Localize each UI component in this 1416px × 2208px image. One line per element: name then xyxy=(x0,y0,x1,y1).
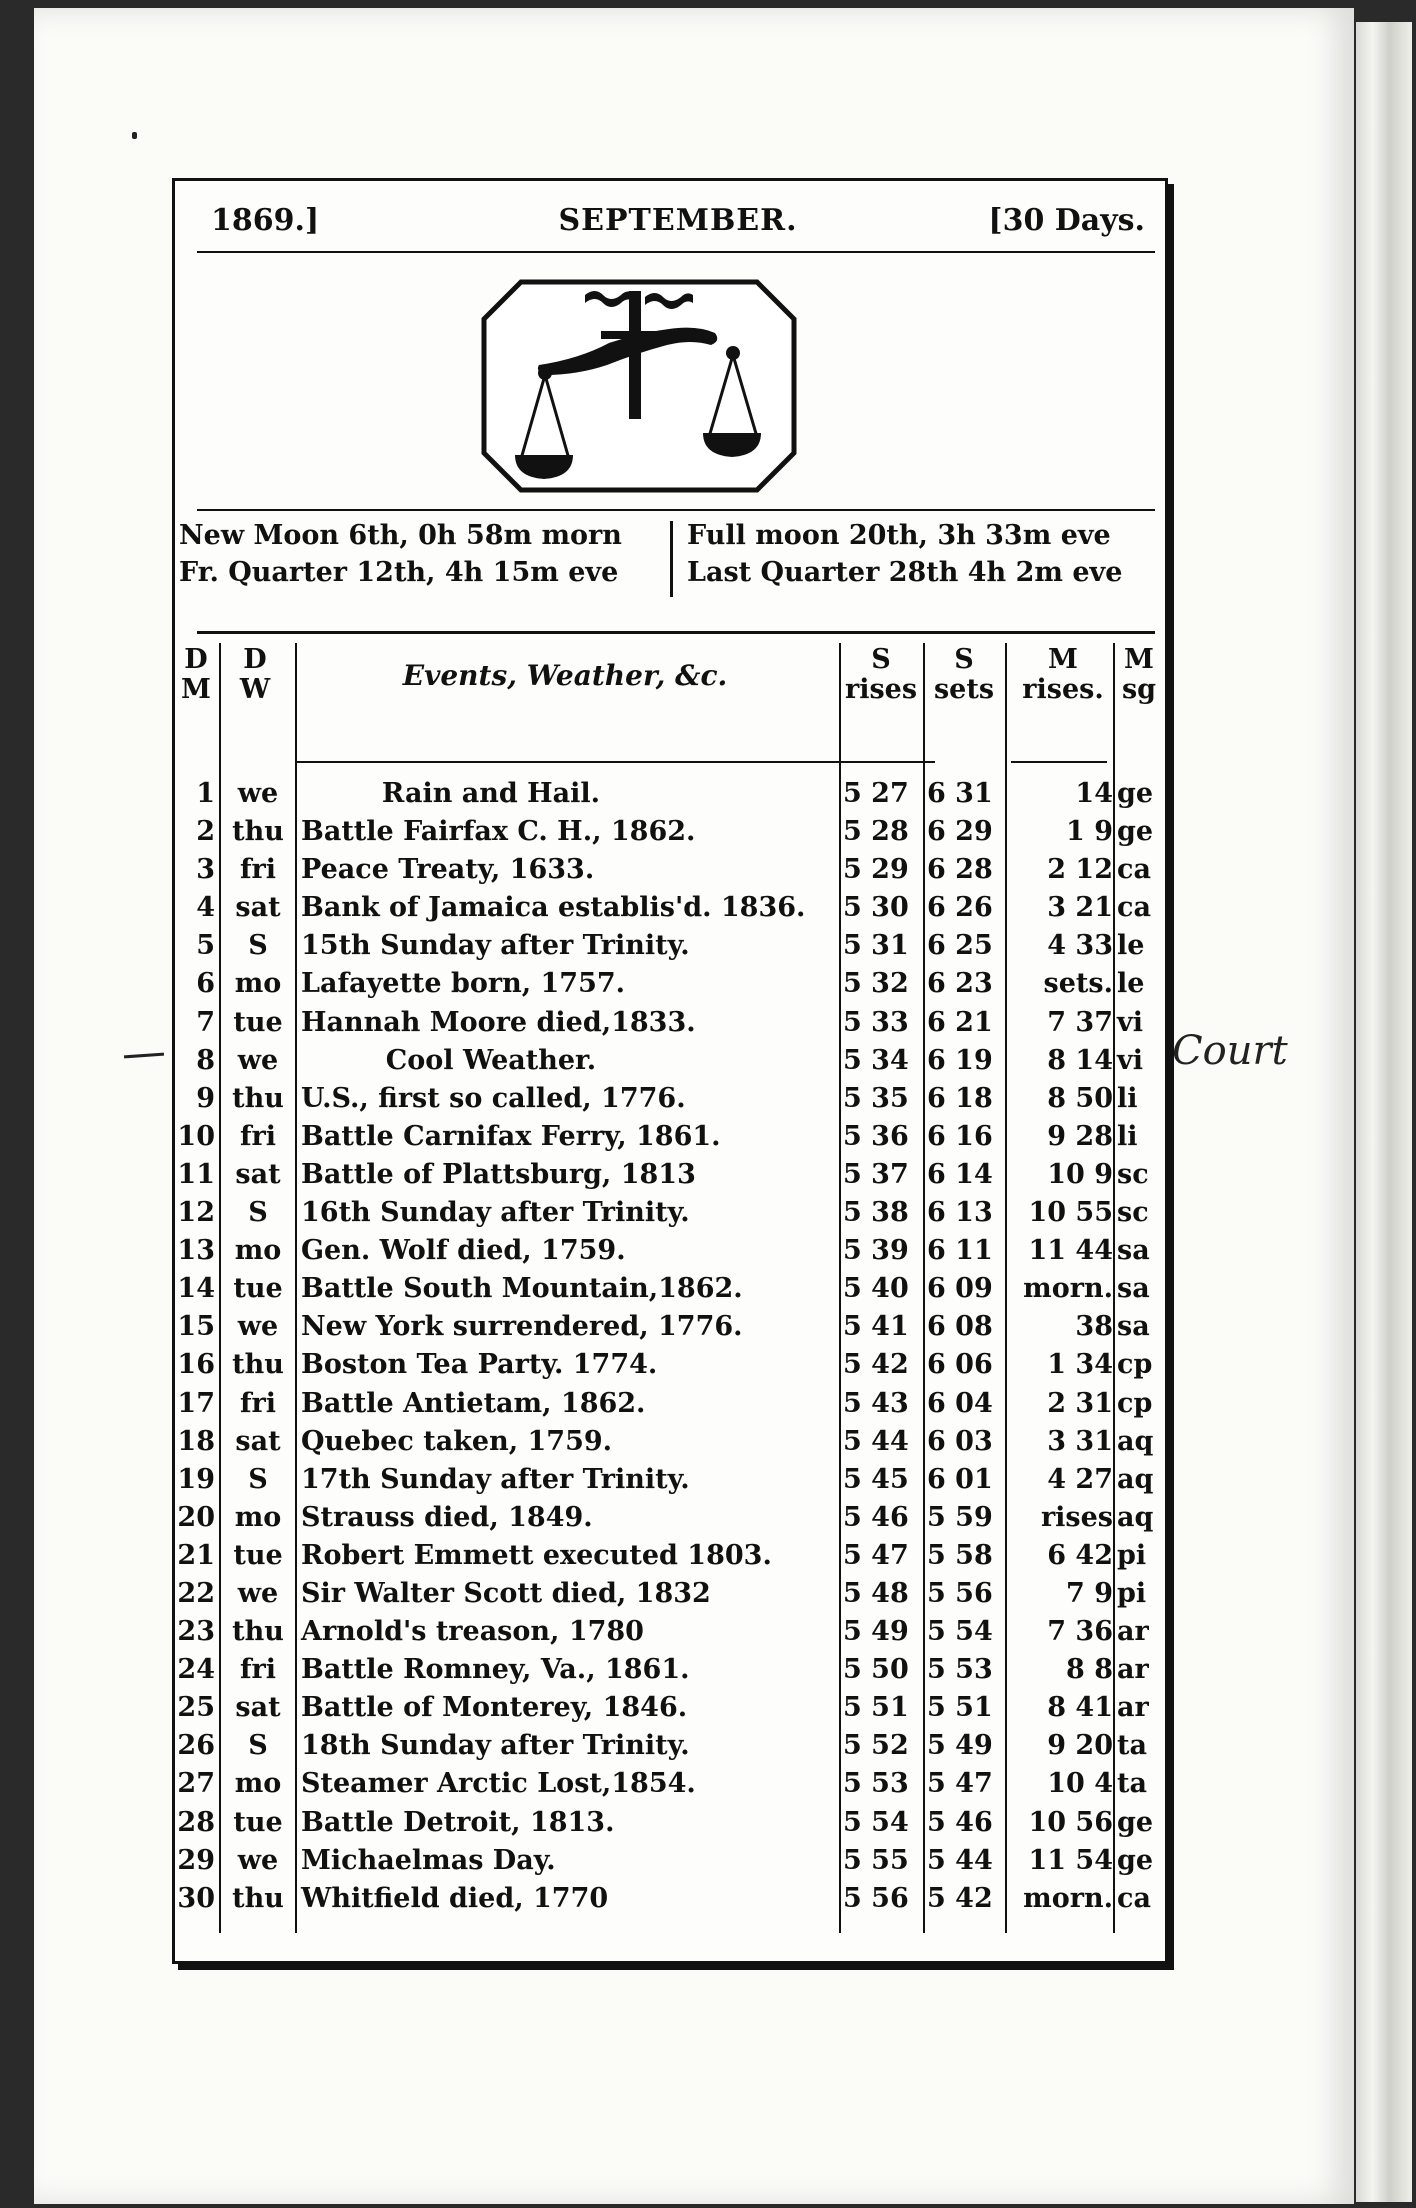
moon-sign: vi xyxy=(1117,1044,1143,1076)
sun-sets: 5 54 xyxy=(927,1616,993,1648)
day-of-week: tue xyxy=(233,1273,283,1305)
day-of-week: mo xyxy=(234,1768,282,1800)
sun-sets: 6 18 xyxy=(927,1082,993,1114)
libra-scales-icon xyxy=(481,279,797,493)
sun-sets: 5 49 xyxy=(927,1730,993,1762)
day-of-month: 16 xyxy=(177,1349,215,1381)
table-row xyxy=(175,851,1165,889)
day-of-month: 26 xyxy=(177,1730,215,1762)
first-quarter-text: Fr. Quarter 12th, 4h 15m eve xyxy=(179,557,619,588)
table-row xyxy=(175,965,1165,1003)
table-row xyxy=(175,1727,1165,1765)
table-row xyxy=(175,1651,1165,1689)
sun-rises: 5 44 xyxy=(843,1425,909,1457)
calendar-table-body xyxy=(175,775,1165,1918)
table-row xyxy=(175,1042,1165,1080)
day-of-week: fri xyxy=(239,1654,277,1686)
header-year: 1869.] xyxy=(211,203,320,238)
moon-rises: 11 54 xyxy=(1028,1844,1113,1876)
day-of-week: thu xyxy=(232,1616,284,1648)
day-of-week: mo xyxy=(234,1235,282,1267)
moon-sign: pi xyxy=(1117,1539,1147,1571)
moon-sign: cp xyxy=(1117,1387,1153,1419)
moon-rises: 6 42 xyxy=(1047,1539,1113,1571)
sun-sets: 6 26 xyxy=(927,892,993,924)
event-text: Steamer Arctic Lost,1854. xyxy=(301,1768,696,1800)
moon-rises: 8 8 xyxy=(1066,1654,1113,1686)
moon-rises: 7 37 xyxy=(1047,1006,1113,1038)
event-text: Arnold's treason, 1780 xyxy=(301,1616,644,1648)
day-of-month: 3 xyxy=(196,854,215,886)
sun-rises: 5 43 xyxy=(843,1387,909,1419)
day-of-week: tue xyxy=(233,1806,283,1838)
day-of-month: 17 xyxy=(177,1387,215,1419)
table-row xyxy=(175,927,1165,965)
table-row xyxy=(175,1765,1165,1803)
day-of-month: 11 xyxy=(177,1158,215,1190)
table-header xyxy=(175,643,1165,735)
sun-rises: 5 31 xyxy=(843,930,909,962)
moon-sign: sa xyxy=(1117,1311,1150,1343)
sun-rises: 5 52 xyxy=(843,1730,909,1762)
sun-rises: 5 34 xyxy=(843,1044,909,1076)
event-text: Peace Treaty, 1633. xyxy=(301,854,595,886)
day-of-month: 19 xyxy=(177,1463,215,1495)
moon-rises: 10 56 xyxy=(1028,1806,1113,1838)
table-row xyxy=(175,1194,1165,1232)
day-of-month: 24 xyxy=(177,1654,215,1686)
day-of-week: tue xyxy=(233,1539,283,1571)
sun-rises: 5 29 xyxy=(843,854,909,886)
header-month: SEPTEMBER. xyxy=(558,203,798,238)
table-row xyxy=(175,1004,1165,1042)
moon-rises: 14 xyxy=(1075,778,1113,809)
page-edge xyxy=(1356,22,1412,2202)
last-quarter-text: Last Quarter 28th 4h 2m eve xyxy=(687,557,1123,588)
moon-rises: 2 12 xyxy=(1047,854,1113,886)
day-of-week: mo xyxy=(234,968,282,1000)
ink-speck xyxy=(132,132,137,139)
calendar-frame xyxy=(172,178,1168,1964)
day-of-week: fri xyxy=(239,1387,277,1419)
event-text: Strauss died, 1849. xyxy=(301,1501,593,1533)
table-row xyxy=(175,1232,1165,1270)
table-row xyxy=(175,1689,1165,1727)
moon-rises: 10 4 xyxy=(1047,1768,1113,1800)
sun-sets: 6 09 xyxy=(927,1273,993,1305)
event-text: Robert Emmett executed 1803. xyxy=(301,1539,772,1571)
day-of-month: 18 xyxy=(177,1425,215,1457)
moon-rises: sets. xyxy=(1043,968,1113,1000)
sun-sets: 6 28 xyxy=(927,854,993,886)
moon-rises: 10 9 xyxy=(1047,1158,1113,1190)
moon-rises: 8 50 xyxy=(1047,1082,1113,1114)
handwritten-note: Court xyxy=(1172,1028,1288,1074)
moon-sign: pi xyxy=(1117,1577,1147,1609)
moon-sign: le xyxy=(1117,930,1145,962)
sun-sets: 6 06 xyxy=(927,1349,993,1381)
day-of-week: S xyxy=(248,1463,268,1495)
sun-sets: 6 19 xyxy=(927,1044,993,1076)
moon-sign: sa xyxy=(1117,1235,1150,1267)
sun-sets: 6 01 xyxy=(927,1463,993,1495)
moon-sign: ge xyxy=(1117,1806,1154,1838)
col-sun-sets-header: S sets xyxy=(933,644,995,705)
event-text: Battle Antietam, 1862. xyxy=(301,1387,646,1419)
event-text: 16th Sunday after Trinity. xyxy=(301,1197,690,1229)
moon-rises: 4 27 xyxy=(1047,1463,1113,1495)
sun-rises: 5 30 xyxy=(843,892,909,924)
col-sun-rises-header: S rises xyxy=(844,644,918,705)
day-of-week: sat xyxy=(235,1158,281,1190)
moon-rises: 8 41 xyxy=(1047,1692,1113,1724)
sun-sets: 6 04 xyxy=(927,1387,993,1419)
day-of-month: 13 xyxy=(177,1235,215,1267)
moon-sign: ca xyxy=(1117,892,1151,924)
table-row xyxy=(175,1842,1165,1880)
table-row xyxy=(175,1804,1165,1842)
day-of-month: 14 xyxy=(177,1273,215,1305)
sun-rises: 5 54 xyxy=(843,1806,909,1838)
sun-rises: 5 46 xyxy=(843,1501,909,1533)
sun-rises: 5 27 xyxy=(843,778,909,809)
moon-rises: 7 36 xyxy=(1047,1616,1113,1648)
moon-sign: ta xyxy=(1117,1768,1147,1800)
day-of-month: 25 xyxy=(177,1692,215,1724)
moon-rises: 8 14 xyxy=(1047,1044,1113,1076)
table-row xyxy=(175,813,1165,851)
event-text: Battle Detroit, 1813. xyxy=(301,1806,615,1838)
sun-sets: 5 44 xyxy=(927,1844,993,1876)
moon-sign: aq xyxy=(1117,1425,1154,1457)
event-text: Whitfield died, 1770 xyxy=(301,1882,609,1914)
moon-rises: 7 9 xyxy=(1066,1577,1113,1609)
moon-sign: ar xyxy=(1117,1616,1149,1648)
moon-rises: morn. xyxy=(1023,1882,1113,1914)
sun-rises: 5 48 xyxy=(843,1577,909,1609)
day-of-month: 28 xyxy=(177,1806,215,1838)
moon-divider xyxy=(670,521,673,597)
day-of-week: tue xyxy=(233,1006,283,1038)
sun-rises: 5 47 xyxy=(843,1539,909,1571)
day-of-month: 4 xyxy=(196,892,215,924)
day-of-week: S xyxy=(248,1197,268,1229)
sun-sets: 6 16 xyxy=(927,1120,993,1152)
moon-sign: cp xyxy=(1117,1349,1153,1381)
emblem-rule xyxy=(197,509,1155,511)
sun-sets: 6 29 xyxy=(927,816,993,848)
moon-rises: 1 34 xyxy=(1047,1349,1113,1381)
sun-sets: 6 23 xyxy=(927,968,993,1000)
sun-rises: 5 38 xyxy=(843,1197,909,1229)
moon-rises: 2 31 xyxy=(1047,1387,1113,1419)
sun-rises: 5 42 xyxy=(843,1349,909,1381)
sun-rises: 5 55 xyxy=(843,1844,909,1876)
day-of-week: thu xyxy=(232,1082,284,1114)
day-of-month: 9 xyxy=(196,1082,215,1114)
table-row xyxy=(175,1423,1165,1461)
moon-rises: 3 21 xyxy=(1047,892,1113,924)
event-text: Hannah Moore died,1833. xyxy=(301,1006,696,1038)
moon-sign: aq xyxy=(1117,1501,1154,1533)
event-text: Cool Weather. xyxy=(385,1044,597,1076)
day-of-week: thu xyxy=(232,816,284,848)
day-of-week: we xyxy=(237,1311,279,1343)
day-of-month: 23 xyxy=(177,1616,215,1648)
moon-sign: sc xyxy=(1117,1158,1149,1190)
sun-rises: 5 49 xyxy=(843,1616,909,1648)
moon-sign: ca xyxy=(1117,854,1151,886)
sun-sets: 6 21 xyxy=(927,1006,993,1038)
table-row xyxy=(175,1575,1165,1613)
sun-rises: 5 45 xyxy=(843,1463,909,1495)
day-of-week: sat xyxy=(235,892,281,924)
day-of-week: thu xyxy=(232,1882,284,1914)
moon-rises: 38 xyxy=(1075,1311,1113,1343)
event-text: Boston Tea Party. 1774. xyxy=(301,1349,658,1381)
table-row xyxy=(175,1499,1165,1537)
col-moon-rises-header: M rises. xyxy=(1022,644,1104,705)
sun-rises: 5 40 xyxy=(843,1273,909,1305)
day-of-month: 20 xyxy=(177,1501,215,1533)
moon-sign: sa xyxy=(1117,1273,1150,1305)
day-of-week: we xyxy=(237,1844,279,1876)
day-of-month: 1 xyxy=(196,778,215,809)
event-text: Battle Fairfax C. H., 1862. xyxy=(301,816,696,848)
moon-rises: rises xyxy=(1040,1501,1113,1533)
event-text: 18th Sunday after Trinity. xyxy=(301,1730,690,1762)
moon-sign: li xyxy=(1117,1082,1138,1114)
day-of-month: 15 xyxy=(177,1311,215,1343)
table-row xyxy=(175,1080,1165,1118)
moon-sign: ge xyxy=(1117,1844,1154,1876)
day-of-month: 22 xyxy=(177,1577,215,1609)
header-days: [30 Days. xyxy=(988,203,1145,238)
moon-rises: morn. xyxy=(1023,1273,1113,1305)
event-text: New York surrendered, 1776. xyxy=(301,1311,743,1343)
sun-rises: 5 33 xyxy=(843,1006,909,1038)
moon-sign: ar xyxy=(1117,1654,1149,1686)
sun-rises: 5 37 xyxy=(843,1158,909,1190)
day-of-month: 6 xyxy=(196,968,215,1000)
moon-sign: sc xyxy=(1117,1197,1149,1229)
sun-sets: 6 08 xyxy=(927,1311,993,1343)
event-text: Lafayette born, 1757. xyxy=(301,968,626,1000)
sun-rises: 5 36 xyxy=(843,1120,909,1152)
event-text: Battle South Mountain,1862. xyxy=(301,1273,743,1305)
day-of-month: 8 xyxy=(196,1044,215,1076)
event-text: Bank of Jamaica establis'd. 1836. xyxy=(301,892,806,924)
sun-sets: 5 51 xyxy=(927,1692,993,1724)
event-text: Quebec taken, 1759. xyxy=(301,1425,613,1457)
moon-sign: ar xyxy=(1117,1692,1149,1724)
full-moon-text: Full moon 20th, 3h 33m eve xyxy=(687,520,1111,551)
moon-sign: le xyxy=(1117,968,1145,1000)
day-of-month: 21 xyxy=(177,1539,215,1571)
event-text: 17th Sunday after Trinity. xyxy=(301,1463,690,1495)
sun-rises: 5 51 xyxy=(843,1692,909,1724)
sun-sets: 6 13 xyxy=(927,1197,993,1229)
day-of-month: 12 xyxy=(177,1197,215,1229)
moon-rises: 9 20 xyxy=(1047,1730,1113,1762)
moon-rises: 4 33 xyxy=(1047,930,1113,962)
event-text: Gen. Wolf died, 1759. xyxy=(301,1235,626,1267)
col-dm-header: D M xyxy=(181,644,211,705)
table-row xyxy=(175,1156,1165,1194)
moon-phases xyxy=(175,517,1165,597)
sun-sets: 6 03 xyxy=(927,1425,993,1457)
sun-sets: 5 56 xyxy=(927,1577,993,1609)
table-row xyxy=(175,1613,1165,1651)
table-row xyxy=(175,1385,1165,1423)
table-row xyxy=(175,1118,1165,1156)
moon-sign: aq xyxy=(1117,1463,1154,1495)
event-text: Battle Carnifax Ferry, 1861. xyxy=(301,1120,721,1152)
event-text: Battle of Plattsburg, 1813 xyxy=(301,1158,696,1190)
day-of-week: mo xyxy=(234,1501,282,1533)
new-moon-text: New Moon 6th, 0h 58m morn xyxy=(179,520,622,551)
sun-sets: 6 25 xyxy=(927,930,993,962)
day-of-week: fri xyxy=(239,1120,277,1152)
day-of-month: 2 xyxy=(196,816,215,848)
moon-sign: ge xyxy=(1117,816,1154,848)
table-row xyxy=(175,1461,1165,1499)
event-text: 15th Sunday after Trinity. xyxy=(301,930,690,962)
event-text: Battle Romney, Va., 1861. xyxy=(301,1654,690,1686)
table-row xyxy=(175,1308,1165,1346)
sun-sets: 5 53 xyxy=(927,1654,993,1686)
event-text: Sir Walter Scott died, 1832 xyxy=(301,1577,711,1609)
sun-sets: 5 47 xyxy=(927,1768,993,1800)
moon-sign: ta xyxy=(1117,1730,1147,1762)
moon-rises: 10 55 xyxy=(1028,1197,1113,1229)
event-text: Battle of Monterey, 1846. xyxy=(301,1692,688,1724)
moon-rises: 11 44 xyxy=(1028,1235,1113,1267)
sun-sets: 6 14 xyxy=(927,1158,993,1190)
day-of-month: 10 xyxy=(177,1120,215,1152)
day-of-week: fri xyxy=(239,854,277,886)
moon-rises: 9 28 xyxy=(1047,1120,1113,1152)
day-of-month: 27 xyxy=(177,1768,215,1800)
table-row xyxy=(175,1270,1165,1308)
sun-rises: 5 32 xyxy=(843,968,909,1000)
table-row xyxy=(175,1880,1165,1918)
table-row xyxy=(175,1537,1165,1575)
table-row xyxy=(175,775,1165,813)
day-of-month: 30 xyxy=(177,1882,215,1914)
day-of-month: 5 xyxy=(196,930,215,962)
sun-sets: 6 11 xyxy=(927,1235,993,1267)
event-text: Rain and Hail. xyxy=(381,778,601,809)
event-text: Michaelmas Day. xyxy=(301,1844,556,1876)
day-of-week: S xyxy=(248,930,268,962)
day-of-month: 29 xyxy=(177,1844,215,1876)
col-dw-header: D W xyxy=(239,644,271,705)
sun-sets: 6 31 xyxy=(927,778,993,809)
sun-rises: 5 56 xyxy=(843,1882,909,1914)
sun-sets: 5 46 xyxy=(927,1806,993,1838)
col-moon-sign-header: M sg xyxy=(1121,644,1157,705)
sun-rises: 5 53 xyxy=(843,1768,909,1800)
table-row xyxy=(175,889,1165,927)
col-events-header: Events, Weather, &c. xyxy=(402,659,728,692)
moon-rule xyxy=(197,631,1155,634)
moon-sign: ge xyxy=(1117,778,1154,809)
sun-sets: 5 42 xyxy=(927,1882,993,1914)
day-of-week: S xyxy=(248,1730,268,1762)
sun-sets: 5 58 xyxy=(927,1539,993,1571)
day-of-week: we xyxy=(237,1577,279,1609)
day-of-week: thu xyxy=(232,1349,284,1381)
day-of-week: we xyxy=(237,1044,279,1076)
moon-sign: ca xyxy=(1117,1882,1151,1914)
event-text: U.S., first so called, 1776. xyxy=(301,1082,686,1114)
day-of-week: sat xyxy=(235,1425,281,1457)
day-of-week: we xyxy=(237,778,279,809)
day-of-month: 7 xyxy=(196,1006,215,1038)
day-of-week: sat xyxy=(235,1692,281,1724)
sun-rises: 5 35 xyxy=(843,1082,909,1114)
moon-rises: 1 9 xyxy=(1066,816,1113,848)
sun-rises: 5 39 xyxy=(843,1235,909,1267)
sun-rises: 5 28 xyxy=(843,816,909,848)
moon-sign: li xyxy=(1117,1120,1138,1152)
header-rule xyxy=(197,251,1155,253)
sun-rises: 5 50 xyxy=(843,1654,909,1686)
moon-header-rule xyxy=(1011,761,1107,763)
sun-rises: 5 41 xyxy=(843,1311,909,1343)
moon-sign: vi xyxy=(1117,1006,1143,1038)
sun-sets: 5 59 xyxy=(927,1501,993,1533)
moon-rises: 3 31 xyxy=(1047,1425,1113,1457)
page-header xyxy=(211,203,1145,243)
table-row xyxy=(175,1346,1165,1384)
